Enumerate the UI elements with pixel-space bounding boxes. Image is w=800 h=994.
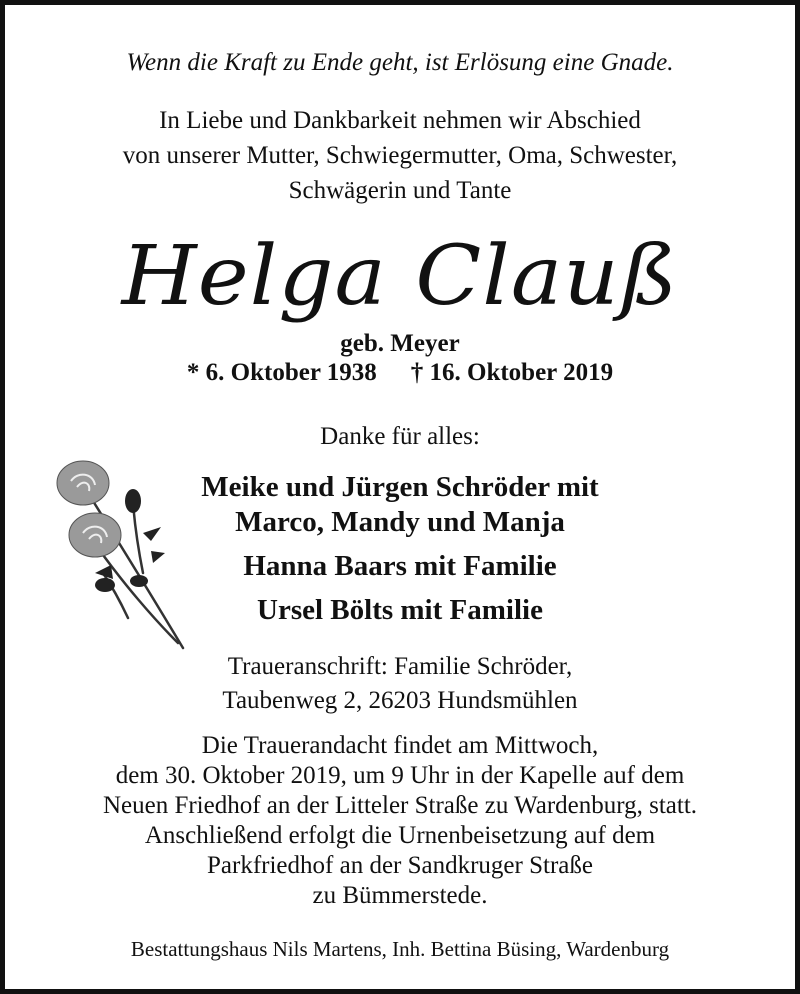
- maiden-name: geb. Meyer: [340, 330, 460, 357]
- birth-date: * 6. Oktober 1938: [186, 359, 377, 386]
- intro-line: von unserer Mutter, Schwiegermutter, Oma, Schwester,: [122, 142, 678, 169]
- intro-text: [5, 103, 795, 208]
- thanks-line: Danke für alles:: [320, 423, 480, 450]
- service-line: dem 30. Oktober 2019, um 9 Uhr in der Kapelle auf dem: [115, 762, 685, 789]
- motto: Wenn die Kraft zu Ende geht, ist Erlösung eine Gnade.: [126, 49, 674, 76]
- mourner-line: Marco, Mandy und Manja: [235, 506, 565, 538]
- address-line: Taubenweg 2, 26203 Hundsmühlen: [222, 687, 578, 714]
- mourner-group: [5, 549, 795, 584]
- service-line: Die Trauerandacht findet am Mittwoch,: [201, 732, 599, 759]
- deceased-name: Helga Clauß: [121, 229, 679, 324]
- service-info: [5, 731, 795, 911]
- mourner-line: Hanna Baars mit Familie: [243, 550, 557, 582]
- service-line: Neuen Friedhof an der Litteler Straße zu Wardenburg, statt.: [102, 792, 698, 819]
- intro-line: In Liebe und Dankbarkeit nehmen wir Abschied: [159, 107, 641, 134]
- mourning-address: [5, 650, 795, 718]
- service-line: zu Bümmerstede.: [312, 882, 488, 909]
- death-date: † 16. Oktober 2019: [410, 359, 614, 386]
- address-line: Traueranschrift: Familie Schröder,: [227, 653, 573, 680]
- service-line: Parkfriedhof an der Sandkruger Straße: [207, 852, 593, 879]
- life-dates: [5, 359, 795, 387]
- mourners-list: [5, 470, 795, 637]
- mourner-line: Meike und Jürgen Schröder mit: [201, 471, 599, 503]
- mourner-group: [5, 470, 795, 540]
- mourner-group: [5, 593, 795, 628]
- funeral-home: Bestattungshaus Nils Martens, Inh. Bettina Büsing, Wardenburg: [130, 937, 670, 961]
- intro-line: Schwägerin und Tante: [288, 177, 512, 204]
- mourner-line: Ursel Bölts mit Familie: [257, 594, 543, 626]
- service-line: Anschließend erfolgt die Urnenbeisetzung auf dem: [144, 822, 656, 849]
